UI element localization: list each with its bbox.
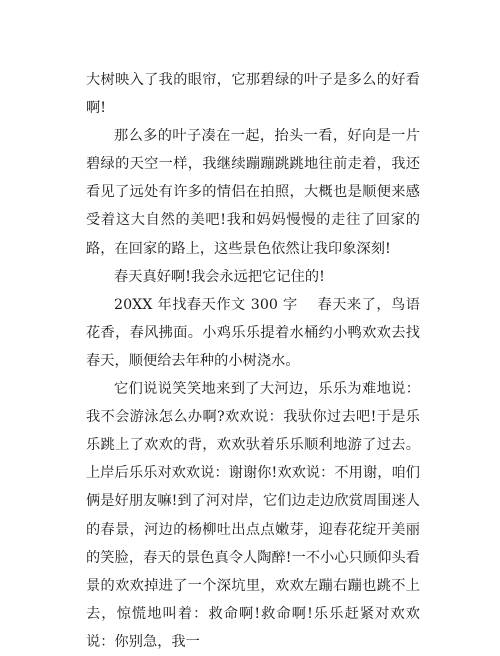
paragraph-1: 大树映入了我的眼帘，它那碧绿的叶子是多么的好看啊!	[86, 72, 420, 117]
paragraph-3: 春天真好啊!我会永远把它记住的!	[114, 268, 325, 285]
paragraph-2: 那么多的叶子凑在一起，抬头一看，好向是一片碧绿的天空一样，我继续蹦蹦跳跳地往前走着，我还看见了远处有许多的情侣在拍照，大概也是顺便来感受着这大自然的美吧!我和妈妈慢慢的走往了回家的路，在回家的路上，这些景色依然让我印象深刻!	[86, 128, 420, 257]
paragraph-4: 20XX 年找春天作文 300 字 春天来了，鸟语花香，春风拂面。小鸡乐乐提着水桶约小鸭欢欢去找春天，顺便给去年种的小树浇水。	[86, 296, 420, 369]
essay-body	[86, 66, 420, 656]
paragraph-5: 它们说说笑笑地来到了大河边，乐乐为难地说：我不会游泳怎么办啊?欢欢说：我驮你过去吧!于是乐乐跳上了欢欢的背，欢欢驮着乐乐顺利地游了过去。上岸后乐乐对欢欢说：谢谢你!欢欢说：不用谢，咱们俩是好朋友嘛!到了河对岸，它们边走边欣赏周围迷人的春景，河边的杨柳吐出点点嫩芽，迎春花绽开美丽的笑脸，春天的景色真令人陶醉!一不小心只顾仰头看景的欢欢掉进了一个深坑里，欢欢左蹦右蹦也跳不上去，惊慌地叫着：救命啊!救命啊!乐乐赶紧对欢欢说：你别急，我一	[86, 381, 420, 650]
